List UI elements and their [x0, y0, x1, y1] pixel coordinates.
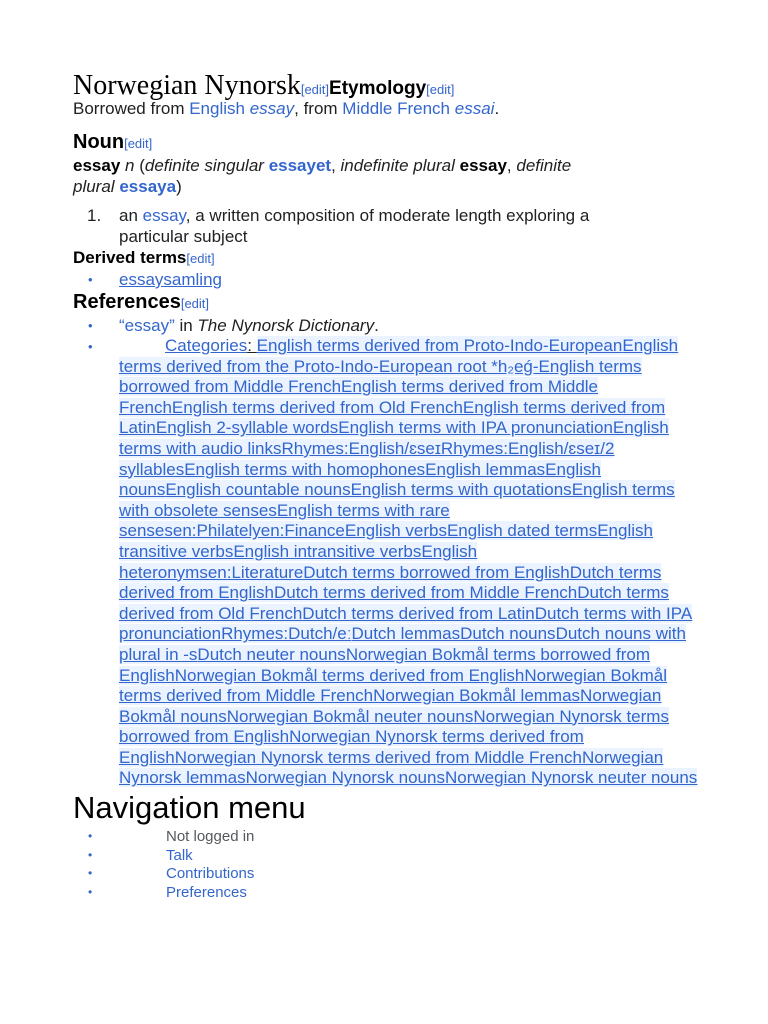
category-link[interactable]: English terms borrowed from Middle French	[119, 356, 642, 397]
etymology-heading: Etymology	[329, 78, 427, 99]
category-link[interactable]: Dutch terms derived from Middle French	[273, 583, 578, 603]
category-link[interactable]: English terms derived from Old French	[171, 397, 463, 417]
category-link[interactable]: Norwegian Nynorsk nouns	[245, 768, 445, 788]
edit-etymology-link[interactable]: [edit]	[426, 82, 455, 97]
category-link[interactable]: Dutch nouns with plural in -s	[119, 624, 686, 664]
category-link[interactable]: English terms derived from the Proto-Indo-European root *h₂eǵ-	[119, 336, 679, 376]
category-link[interactable]: English nouns	[119, 459, 601, 500]
category-link[interactable]: Dutch nouns	[460, 624, 556, 644]
category-link[interactable]: en:Literature	[207, 562, 304, 582]
category-link[interactable]: Norwegian Bokmål terms borrowed from English	[119, 644, 651, 685]
page-content	[73, 66, 701, 902]
definitions-list	[73, 205, 701, 247]
bullet-icon: •	[88, 884, 93, 899]
category-link[interactable]: Norwegian Nynorsk terms derived from English	[119, 727, 584, 767]
indefinite-plural-form: essay	[459, 156, 507, 175]
category-link[interactable]: Dutch terms borrowed from English	[303, 562, 570, 582]
noun-heading: Noun	[73, 131, 125, 153]
derived-term-link[interactable]: essaysamling	[119, 270, 222, 289]
bullet-icon: •	[88, 866, 93, 881]
derived-terms-list	[73, 269, 701, 290]
nav-item	[73, 865, 701, 884]
category-link[interactable]: Rhymes:English/ɛseɪ	[281, 438, 441, 458]
category-link[interactable]: English terms with audio links	[119, 418, 669, 458]
edit-noun-link[interactable]: [edit]	[124, 136, 153, 151]
category-link[interactable]: English terms derived from Proto-Indo-European	[256, 336, 623, 355]
edit-references-link[interactable]: [edit]	[180, 296, 210, 311]
nav-not-logged-in-text: Not logged in	[166, 828, 255, 846]
nav-item	[73, 884, 701, 903]
definite-plural-label: definite plural	[73, 156, 572, 196]
navigation-menu-heading: Navigation menu	[73, 790, 306, 826]
reference-dictionary-title: The Nynorsk Dictionary	[197, 316, 375, 335]
category-link[interactable]: English 2-syllable words	[155, 418, 339, 438]
category-link[interactable]: English terms with IPA pronunciation	[338, 418, 613, 438]
bullet-icon: •	[88, 847, 93, 862]
category-link[interactable]: English terms with rare senses	[119, 500, 450, 541]
category-link[interactable]: English terms with homophones	[184, 459, 426, 479]
category-link[interactable]: Rhymes:English/ɛseɪ/2 syllables	[119, 438, 615, 479]
bullet-icon: •	[88, 318, 93, 333]
nav-preferences-link[interactable]: Preferences	[166, 883, 247, 901]
category-link[interactable]: Dutch lemmas	[351, 624, 461, 644]
category-link[interactable]: Norwegian Bokmål neuter nouns	[226, 706, 474, 726]
category-link[interactable]: English countable nouns	[165, 480, 351, 500]
noun-heading-row	[73, 129, 701, 155]
navigation-menu-list	[73, 828, 701, 902]
headword-line: essay n (definite singular essayet, indefinite plural essay, definite plural essaya)	[73, 156, 572, 196]
nav-talk-link[interactable]: Talk	[166, 846, 193, 864]
etymology-prefix: Borrowed from	[73, 99, 190, 118]
edit-derived-terms-link[interactable]: [edit]	[186, 251, 215, 266]
derived-terms-heading: Derived terms	[73, 248, 187, 267]
category-link[interactable]: Norwegian Nynorsk neuter nouns	[444, 768, 698, 788]
category-link[interactable]: English terms with obsolete senses	[119, 480, 675, 520]
etymology-lang-middle-french-link[interactable]: Middle French	[342, 99, 451, 118]
category-link[interactable]: Norwegian Bokmål terms derived from English	[174, 665, 525, 685]
category-link[interactable]: Dutch terms derived from English	[119, 562, 662, 603]
category-link[interactable]: English terms derived from Middle French	[119, 377, 599, 417]
category-link[interactable]: Rhymes:Dutch/eː	[221, 624, 352, 644]
etymology-term-essai-link[interactable]: essai	[454, 99, 495, 118]
etymology-text	[73, 98, 701, 119]
nav-item	[73, 828, 701, 847]
category-link[interactable]: Dutch terms derived from Latin	[302, 603, 535, 623]
category-link[interactable]: Norwegian Nynorsk terms derived from Middle French	[174, 747, 582, 767]
categories-label-link[interactable]: Categories	[165, 336, 248, 355]
category-link[interactable]: Norwegian Bokmål nouns	[119, 686, 662, 726]
category-link[interactable]: Norwegian Bokmål terms derived from Middle French	[119, 665, 668, 706]
category-link[interactable]: English heteronyms	[119, 541, 478, 582]
gender-label: n	[125, 156, 135, 175]
nav-item	[73, 847, 701, 866]
definition-item: 1. an essay, a written composition of moderate length exploring a particular subject	[87, 206, 590, 246]
etymology-middle: , from	[294, 99, 343, 118]
nav-contributions-link[interactable]: Contributions	[166, 865, 255, 883]
list-item: • “essay” in The Nynorsk Dictionary.	[88, 316, 379, 335]
category-link[interactable]: Dutch terms with IPA pronunciation	[119, 603, 693, 644]
definite-singular-label: definite singular	[144, 156, 264, 175]
category-link[interactable]: English transitive verbs	[119, 521, 653, 561]
category-link[interactable]: en:Philately	[172, 521, 261, 541]
category-link[interactable]: English dated terms	[446, 521, 598, 541]
category-link[interactable]: Norwegian Nynorsk terms borrowed from English	[119, 706, 669, 747]
category-link[interactable]: Norwegian Nynorsk lemmas	[119, 747, 664, 788]
bullet-icon: •	[88, 339, 93, 354]
definition-text: , a written composition of moderate length exploring a particular subject	[119, 206, 590, 246]
category-link[interactable]: Norwegian Bokmål lemmas	[373, 686, 581, 706]
reference-quote-link[interactable]: “essay”	[119, 316, 175, 335]
category-link[interactable]: English intransitive verbs	[233, 541, 422, 561]
references-list	[73, 315, 701, 789]
categories-block: Categories: English terms derived from Proto-Indo-EuropeanEnglish terms derived from the Proto-Indo-European root *h₂eǵ-English terms borrowed from Middle FrenchEnglish terms derived from Middle FrenchEnglish terms derived from Old FrenchEnglish terms derived from LatinEnglish 2-syllable wordsEnglish terms with IPA pronunciationEnglish terms with audio linksRhymes:English/ɛseɪRhymes:English/ɛseɪ/2 syllablesEnglish terms with homophonesEnglish lemmasEnglish nounsEnglish countable nounsEnglish terms with quotationsEnglish terms with obsolete sensesEnglish terms with rare sensesen:Philatelyen:FinanceEnglish verbsEnglish dated termsEnglish transitive verbsEnglish intransitive verbsEnglish heteronymsen:LiteratureDutch terms borrowed from EnglishDutch terms derived from EnglishDutch terms derived from Middle FrenchDutch terms derived from Old FrenchDutch terms derived from LatinDutch terms with IPA pronunciationRhymes:Dutch/eːDutch lemmasDutch nounsDutch nouns with plural in -sDutch neuter nounsNorwegian Bokmål terms borrowed from EnglishNorwegian Bokmål terms derived from EnglishNorwegian Bokmål terms derived from Middle FrenchNorwegian Bokmål lemmasNorwegian Bokmål nounsNorwegian Bokmål neuter nounsNorwegian Nynorsk terms borrowed from EnglishNorwegian Nynorsk terms derived from EnglishNorwegian Nynorsk terms derived from Middle FrenchNorwegian Nynorsk lemmasNorwegian Nynorsk nounsNorwegian Nynorsk neuter nouns	[119, 336, 698, 788]
derived-terms-heading-row	[73, 247, 701, 269]
etymology-lang-english-link[interactable]: English	[189, 99, 245, 118]
headword: essay	[73, 156, 121, 175]
definition-essay-link[interactable]: essay	[142, 206, 186, 225]
definite-plural-link[interactable]: essaya	[119, 177, 177, 196]
category-link[interactable]: en:Finance	[260, 521, 345, 541]
category-link[interactable]: English terms with quotations	[350, 480, 572, 500]
definition-number: 1.	[87, 206, 102, 225]
definite-singular-link[interactable]: essayet	[268, 156, 332, 175]
indefinite-plural-label: indefinite plural	[340, 156, 455, 175]
references-heading: References	[73, 291, 181, 313]
category-link[interactable]: Dutch terms derived from Old French	[119, 583, 669, 623]
list-item	[73, 269, 701, 290]
category-link[interactable]: English lemmas	[425, 459, 546, 479]
edit-language-link[interactable]: [edit]	[300, 82, 330, 97]
category-link[interactable]: Dutch neuter nouns	[197, 644, 346, 664]
language-heading: Norwegian Nynorsk	[73, 70, 301, 101]
bullet-icon: •	[88, 829, 93, 844]
list-item	[73, 336, 701, 789]
references-heading-row	[73, 291, 701, 315]
category-link[interactable]: English verbs	[344, 521, 447, 541]
etymology-term-essay-link[interactable]: essay	[249, 99, 295, 118]
bullet-icon: •	[88, 272, 93, 287]
etymology-end: .	[494, 99, 500, 118]
category-link[interactable]: English terms derived from Latin	[119, 397, 666, 438]
